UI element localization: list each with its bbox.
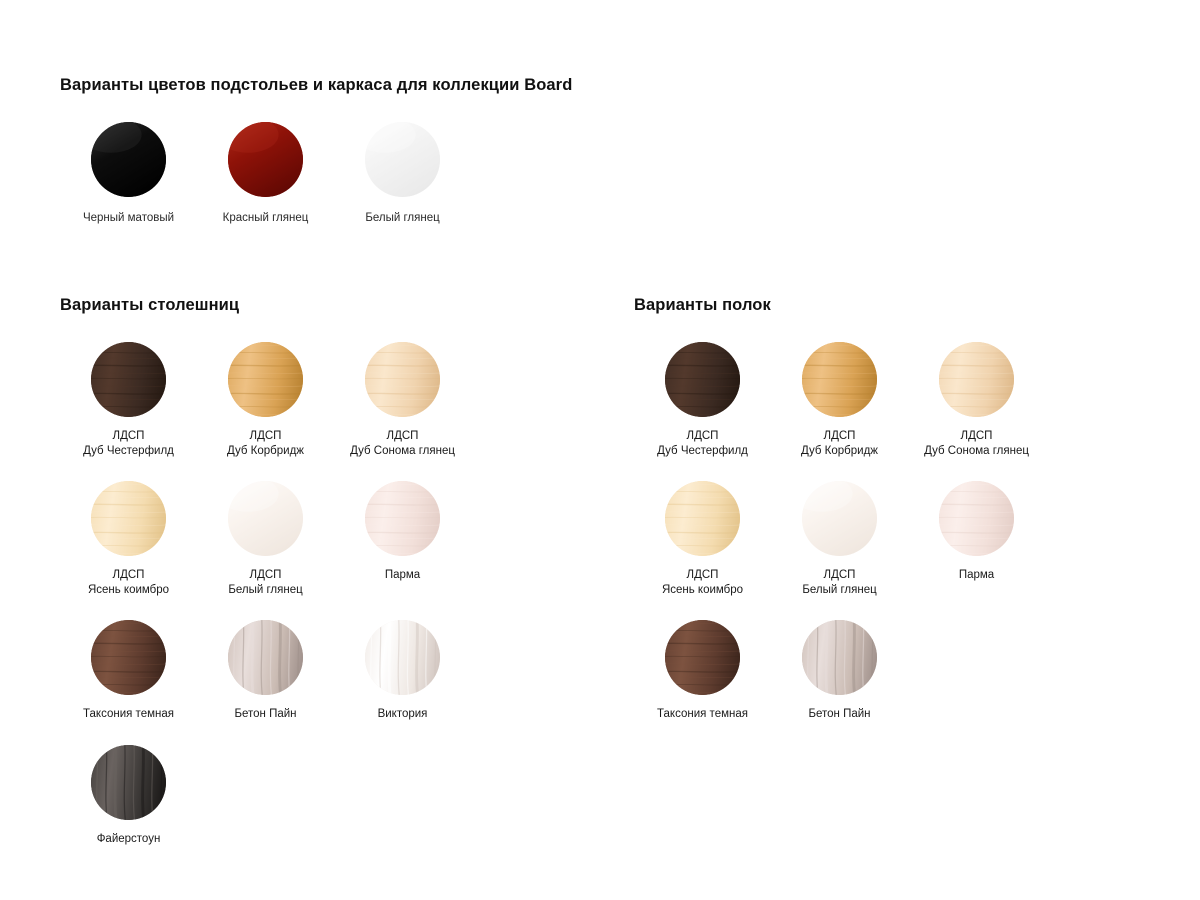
shelf-caption (771, 707, 908, 722)
tabletop-color-disc[interactable] (365, 620, 440, 695)
shelf-disc-wrap (802, 342, 877, 417)
frame-color-disc-wrap (91, 122, 166, 197)
shelf-color-disc[interactable] (665, 481, 740, 556)
shelf-caption (908, 429, 1045, 458)
frame-color-disc-wrap (228, 122, 303, 197)
tabletop-caption (334, 707, 471, 722)
shelf-caption (634, 429, 771, 458)
frame-color-swatch[interactable] (334, 122, 471, 226)
tabletop-caption-line1: ЛДСП (112, 430, 145, 442)
shelf-disc-wrap (802, 620, 877, 695)
tabletop-caption-line1: ЛДСП (249, 430, 282, 442)
tabletop-disc-wrap (91, 342, 166, 417)
tabletop-color-disc[interactable] (91, 342, 166, 417)
shelf-color-disc[interactable] (802, 342, 877, 417)
shelf-caption-line1: Бетон Пайн (808, 708, 871, 720)
tabletop-color-disc[interactable] (228, 620, 303, 695)
tabletop-swatch[interactable] (60, 481, 197, 597)
tabletop-caption-line2: Ясень коимбро (87, 583, 170, 596)
shelf-caption-line2: Дуб Корбридж (800, 444, 878, 457)
shelf-color-grid (634, 342, 1045, 722)
shelf-color-disc[interactable] (939, 342, 1014, 417)
frame-color-caption-line1: Белый глянец (365, 212, 440, 224)
tabletop-disc-wrap (228, 620, 303, 695)
shelf-swatch[interactable] (771, 620, 908, 722)
shelf-disc-wrap (665, 620, 740, 695)
frame-color-caption-line1: Черный матовый (82, 212, 175, 224)
shelf-caption-line2: Дуб Честерфилд (657, 444, 748, 457)
tabletop-disc-wrap (365, 481, 440, 556)
shelf-caption (634, 568, 771, 597)
shelf-disc-wrap (665, 481, 740, 556)
shelf-caption-line1: ЛДСП (686, 430, 719, 442)
shelf-caption-line1: ЛДСП (823, 569, 856, 581)
tabletop-swatch[interactable] (334, 481, 471, 597)
shelf-color-disc[interactable] (802, 481, 877, 556)
tabletop-swatch[interactable] (334, 620, 471, 722)
frame-color-color-disc[interactable] (91, 122, 166, 197)
tabletop-color-disc[interactable] (91, 620, 166, 695)
tabletop-disc-wrap (228, 481, 303, 556)
tabletop-color-disc[interactable] (365, 481, 440, 556)
tabletop-color-disc[interactable] (228, 481, 303, 556)
frame-color-grid (60, 122, 471, 226)
tabletop-color-grid (60, 342, 471, 846)
tabletop-caption-line2: Дуб Корбридж (226, 444, 304, 457)
tabletop-caption-line2: Дуб Честерфилд (83, 444, 174, 457)
shelf-caption-line1: ЛДСП (686, 569, 719, 581)
tabletop-caption-line1: Виктория (377, 708, 428, 720)
shelf-caption (908, 568, 1045, 583)
shelves-section-title: Варианты полок (634, 296, 771, 314)
frame-color-caption (60, 211, 197, 226)
shelf-caption-line1: ЛДСП (823, 430, 856, 442)
tabletop-disc-wrap (228, 342, 303, 417)
frame-color-swatch[interactable] (197, 122, 334, 226)
frame-color-caption (334, 211, 471, 226)
shelf-disc-wrap (939, 481, 1014, 556)
tabletop-caption-line1: ЛДСП (249, 569, 282, 581)
tabletop-caption-line1: Бетон Пайн (234, 708, 297, 720)
shelf-color-disc[interactable] (665, 342, 740, 417)
tabletop-disc-wrap (365, 342, 440, 417)
frame-color-color-disc[interactable] (228, 122, 303, 197)
shelf-swatch[interactable] (634, 481, 771, 597)
tabletop-color-disc[interactable] (91, 481, 166, 556)
frame-color-caption-line1: Красный глянец (222, 212, 309, 224)
shelf-caption (771, 568, 908, 597)
tabletop-disc-wrap (365, 620, 440, 695)
shelf-caption (771, 429, 908, 458)
tabletop-caption (60, 429, 197, 458)
shelf-caption-line1: Таксония темная (657, 708, 748, 720)
shelf-disc-wrap (665, 342, 740, 417)
tabletop-caption (197, 707, 334, 722)
shelf-caption-line2: Ясень коимбро (661, 583, 744, 596)
frame-color-disc-wrap (365, 122, 440, 197)
tabletop-caption-line1: Парма (384, 569, 421, 581)
tabletop-disc-wrap (91, 745, 166, 820)
shelf-swatch[interactable] (771, 481, 908, 597)
shelf-caption (634, 707, 771, 722)
shelf-color-disc[interactable] (665, 620, 740, 695)
tabletop-swatch[interactable] (197, 342, 334, 458)
shelf-color-disc[interactable] (802, 620, 877, 695)
tabletop-caption (334, 429, 471, 458)
frame-color-caption (197, 211, 334, 226)
shelf-swatch[interactable] (634, 342, 771, 458)
tabletop-color-disc[interactable] (91, 745, 166, 820)
tabletop-caption-line2: Белый глянец (228, 583, 303, 596)
tabletop-caption-line1: ЛДСП (386, 430, 419, 442)
shelf-disc-wrap (802, 481, 877, 556)
tabletop-caption (197, 568, 334, 597)
tabletop-caption-line1: Таксония темная (83, 708, 174, 720)
shelf-swatch[interactable] (908, 342, 1045, 458)
tabletop-disc-wrap (91, 620, 166, 695)
tabletop-caption (334, 568, 471, 583)
frame-section-title: Варианты цветов подстольев и каркаса для коллекции Board (60, 76, 573, 94)
tabletop-color-disc[interactable] (365, 342, 440, 417)
tabletop-color-disc[interactable] (228, 342, 303, 417)
shelf-caption-line1: ЛДСП (960, 430, 993, 442)
tabletop-caption-line2: Дуб Сонома глянец (350, 444, 455, 457)
shelf-caption-line2: Дуб Сонома глянец (924, 444, 1029, 457)
shelf-swatch[interactable] (771, 342, 908, 458)
tabletop-disc-wrap (91, 481, 166, 556)
tabletop-caption (60, 707, 197, 722)
tabletop-caption-line1: ЛДСП (112, 569, 145, 581)
frame-color-color-disc[interactable] (365, 122, 440, 197)
tabletop-swatch[interactable] (60, 620, 197, 722)
frame-color-swatch[interactable] (60, 122, 197, 226)
shelf-swatch[interactable] (634, 620, 771, 722)
tabletop-swatch[interactable] (197, 620, 334, 722)
shelf-caption-line1: Парма (958, 569, 995, 581)
tabletop-caption (60, 832, 197, 847)
tabletop-swatch[interactable] (60, 745, 197, 847)
tabletop-caption (60, 568, 197, 597)
shelf-disc-wrap (939, 342, 1014, 417)
shelf-caption-line2: Белый глянец (802, 583, 877, 596)
tabletops-section-title: Варианты столешниц (60, 296, 240, 314)
tabletop-swatch[interactable] (334, 342, 471, 458)
shelf-color-disc[interactable] (939, 481, 1014, 556)
shelf-swatch[interactable] (908, 481, 1045, 597)
tabletop-caption-line1: Файерстоун (96, 832, 161, 845)
tabletop-swatch[interactable] (197, 481, 334, 597)
tabletop-caption (197, 429, 334, 458)
tabletop-swatch[interactable] (60, 342, 197, 458)
